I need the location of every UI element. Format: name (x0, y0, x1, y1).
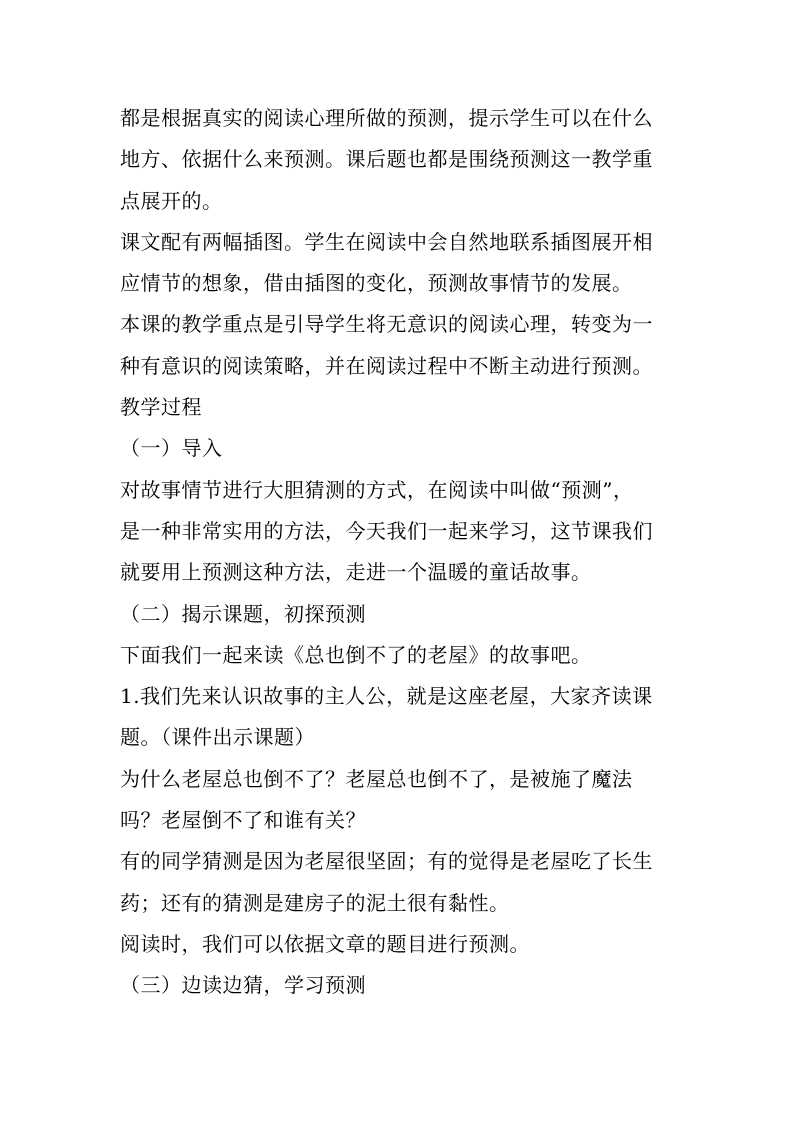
text-line: 有的同学猜测是因为老屋很坚固；有的觉得是老屋吃了长生 (120, 849, 653, 874)
text-line: 为什么老屋总也倒不了？老屋总也倒不了，是被施了魔法 (120, 766, 633, 791)
text-line: 课文配有两幅插图。学生在阅读中会自然地联系插图展开相 (120, 229, 653, 254)
subsection-heading: （二）揭示课题，初探预测 (120, 601, 366, 626)
text-line: 是一种非常实用的方法，今天我们一起来学习，这节课我们 (120, 518, 653, 543)
text-line: 应情节的想象，借由插图的变化，预测故事情节的发展。 (120, 271, 633, 296)
text-line: 点展开的。 (120, 188, 223, 213)
text-line: 题。（课件出示课题） (120, 725, 315, 750)
text-line: 吗？老屋倒不了和谁有关？ (120, 808, 366, 833)
text-line: 阅读时，我们可以依据文章的题目进行预测。 (120, 931, 530, 956)
text-line: 就要用上预测这种方法，走进一个温暖的童话故事。 (120, 560, 592, 585)
subsection-heading: （一）导入 (120, 436, 223, 461)
text-line: 都是根据真实的阅读心理所做的预测，提示学生可以在什么 (120, 106, 653, 130)
text-line: 下面我们一起来读《总也倒不了的老屋》的故事吧。 (120, 642, 592, 667)
document-body (120, 98, 700, 1007)
text-line: 1.我们先来认识故事的主人公，就是这座老屋，大家齐读课 (120, 684, 653, 709)
text-line: 种有意识的阅读策略，并在阅读过程中不断主动进行预测。 (120, 353, 653, 378)
text-line: 本课的教学重点是引导学生将无意识的阅读心理，转变为一 (120, 312, 653, 337)
text-line: 对故事情节进行大胆猜测的方式，在阅读中叫做“预测”， (120, 477, 634, 502)
subsection-heading: （三）边读边猜，学习预测 (120, 973, 366, 998)
section-heading: 教学过程 (120, 395, 202, 420)
text-line: 地方、依据什么来预测。课后题也都是围绕预测这一教学重 (120, 147, 653, 172)
text-line: 药；还有的猜测是建房子的泥土很有黏性。 (120, 890, 510, 915)
